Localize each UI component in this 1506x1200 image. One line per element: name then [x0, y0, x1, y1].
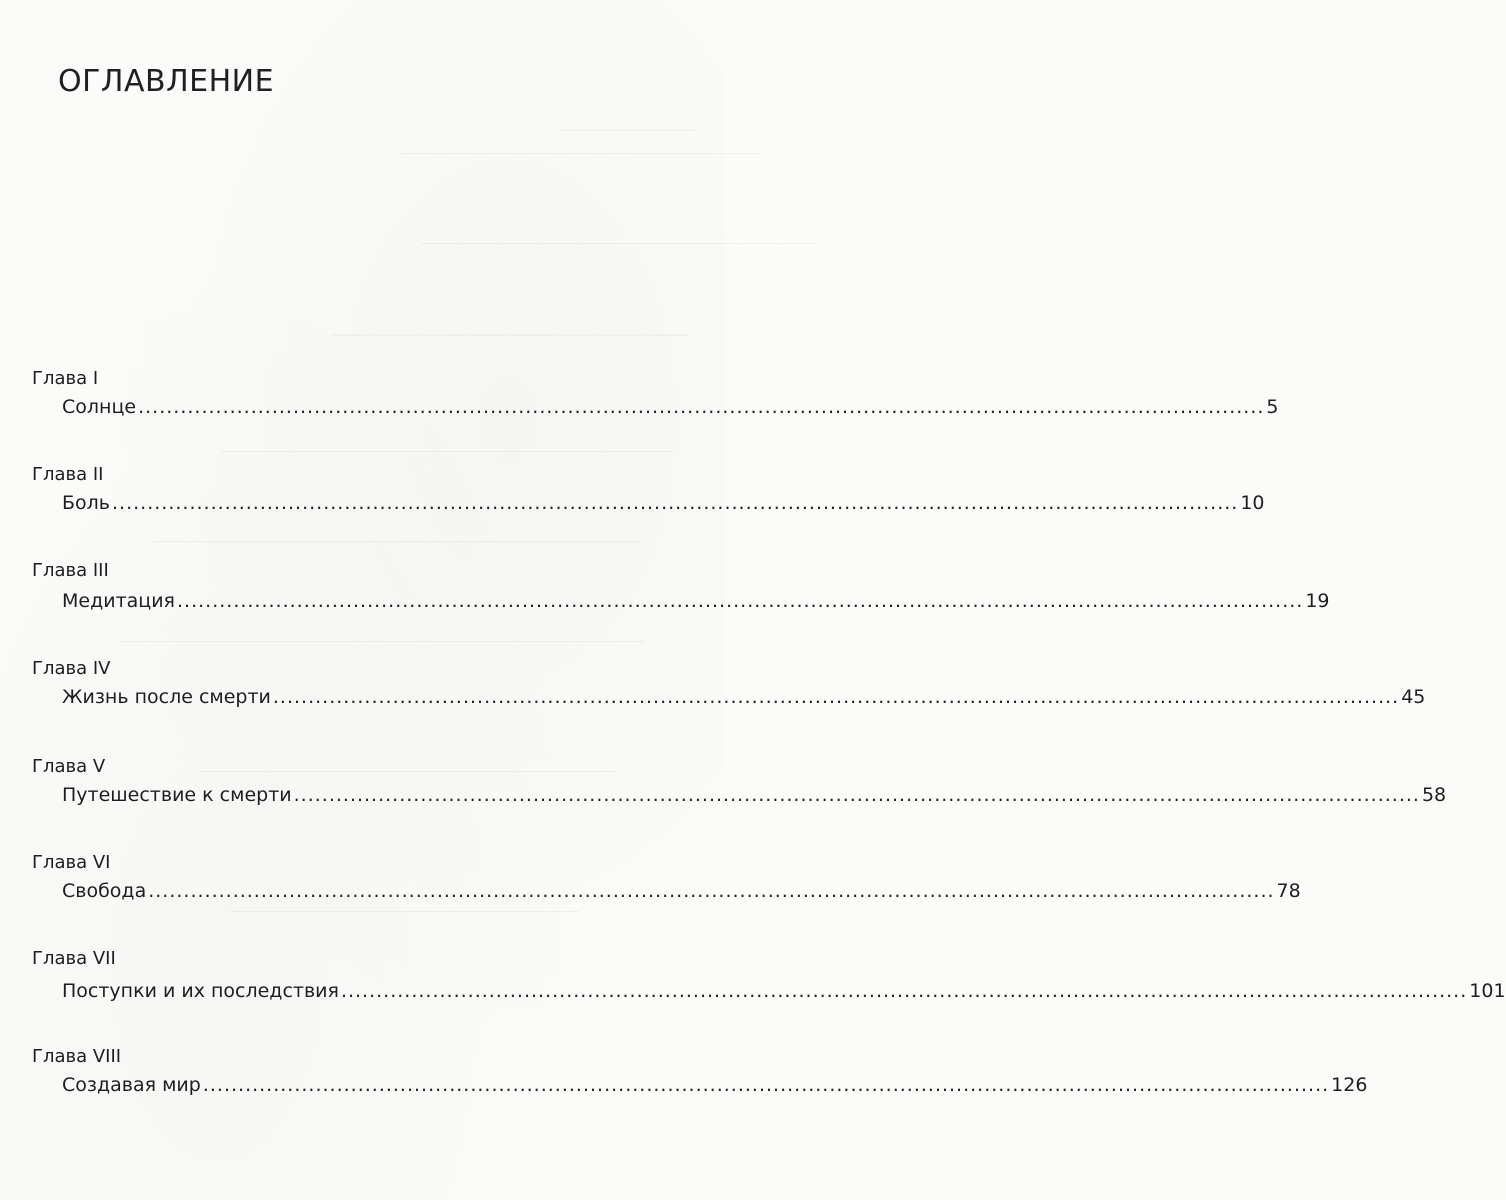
chapter-label: Глава V — [32, 756, 106, 777]
toc-page-number: 126 — [1331, 1074, 1368, 1096]
toc-page-number: 19 — [1305, 590, 1330, 612]
toc-entry[interactable] — [62, 784, 1447, 806]
toc-page-number: 5 — [1266, 396, 1279, 418]
toc-entry[interactable] — [62, 396, 1279, 418]
leader-dots — [112, 492, 1238, 514]
bleed-through: ⸻⸻⸻⸻⸻⸻⸻⸻ — [330, 324, 690, 344]
leader-dots — [203, 1074, 1329, 1096]
toc-entry[interactable] — [62, 590, 1330, 612]
toc-entry-title: Поступки и их последствия — [62, 980, 339, 1002]
toc-entry-title: Боль — [62, 492, 111, 514]
bleed-through: ⸻⸻⸻⸻⸻⸻⸻⸻⸻⸻ — [230, 904, 580, 919]
chapter-label: Глава IV — [32, 658, 111, 679]
chapter-label: Глава VII — [32, 948, 116, 969]
toc-entry-title: Создавая мир — [62, 1074, 201, 1096]
toc-entry[interactable] — [62, 980, 1506, 1002]
bleed-through: ⸻⸻⸻⸻⸻⸻⸻⸻⸻⸻ — [420, 235, 820, 252]
toc-entry[interactable] — [62, 880, 1301, 902]
toc-entry-title: Солнце — [62, 396, 137, 418]
page-title: ОГЛАВЛЕНИЕ — [58, 64, 275, 99]
toc-entry-title: Путешествие к смерти — [62, 784, 292, 806]
toc-entry-title: Свобода — [62, 880, 147, 902]
toc-page-number: 58 — [1421, 784, 1447, 806]
chapter-label: Глава VIII — [32, 1046, 122, 1067]
bleed-through: ⸻⸻⸻⸻⸻⸻⸻⸻⸻⸻⸻⸻⸻⸻⸻ — [120, 634, 644, 649]
leader-dots — [341, 980, 1467, 1002]
toc-page-number: 78 — [1276, 880, 1301, 902]
chapter-label: Глава I — [32, 368, 99, 389]
toc-entry[interactable] — [62, 492, 1265, 514]
bleed-through: ⸻⸻⸻⸻⸻⸻⸻⸻⸻⸻⸻⸻⸻⸻ — [150, 534, 640, 549]
chapter-label: Глава VI — [32, 852, 111, 873]
toc-entry-title: Медитация — [62, 590, 175, 612]
leader-dots — [294, 784, 1420, 806]
bleed-through: ⸻⸻⸻⸻⸻⸻⸻⸻⸻⸻⸻⸻⸻ — [220, 444, 675, 459]
leader-dots — [273, 686, 1399, 708]
bleed-through: ⸻⸻⸻⸻⸻⸻⸻⸻⸻ — [400, 145, 760, 162]
leader-dots — [138, 396, 1264, 418]
bleed-through: ⸻⸻⸻⸻⸻⸻⸻⸻⸻⸻⸻⸻ — [200, 764, 620, 779]
toc-page-number: 45 — [1401, 686, 1426, 708]
leader-dots — [177, 590, 1303, 612]
bleed-through: ⸻⸻⸻ — [560, 119, 695, 139]
toc-entry-title: Жизнь после смерти — [62, 686, 271, 708]
chapter-label: Глава III — [32, 560, 109, 581]
toc-page-number: 101 — [1469, 980, 1506, 1002]
leader-dots — [148, 880, 1274, 902]
toc-entry[interactable] — [62, 686, 1426, 708]
toc-page-number: 10 — [1240, 492, 1265, 514]
chapter-label: Глава II — [32, 464, 104, 485]
toc-entry[interactable] — [62, 1074, 1368, 1096]
